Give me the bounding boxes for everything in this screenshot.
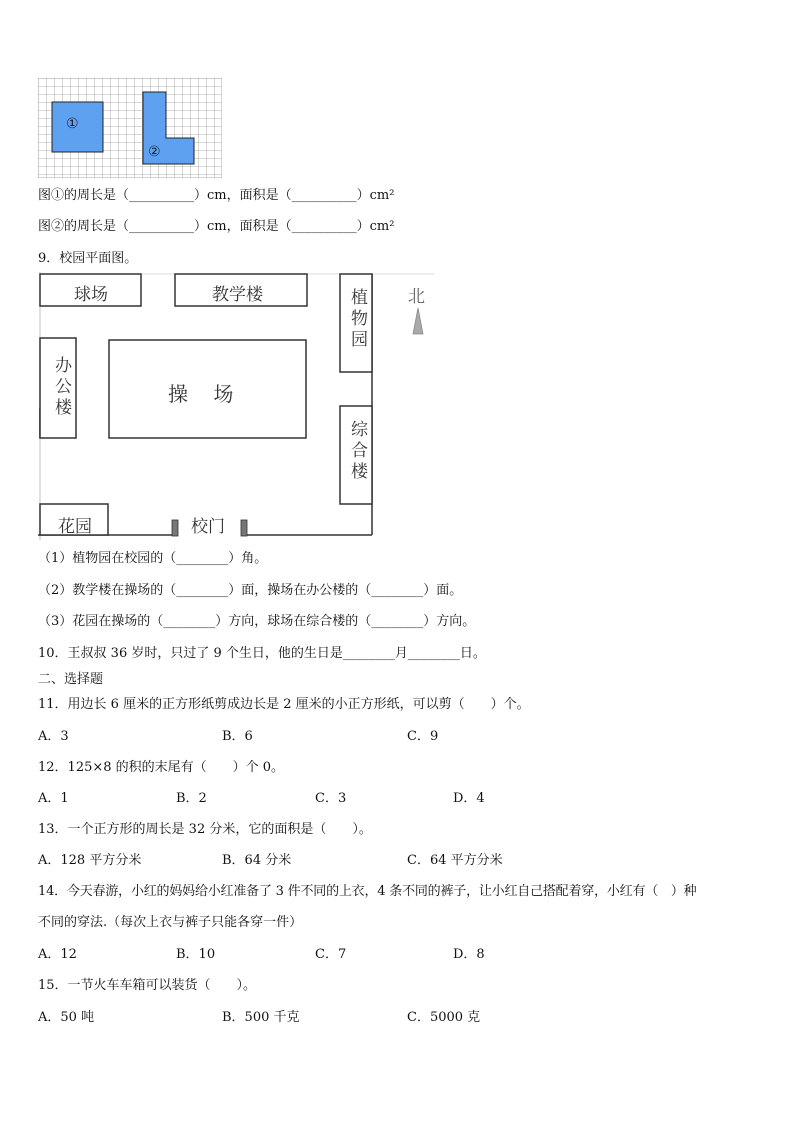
map-north-label: 北 (408, 287, 425, 307)
shape-1-label: ① (66, 116, 79, 132)
map-ballfield: 球场 (74, 285, 108, 305)
q8-line-1: 图①的周长是（__________）cm，面积是（__________）cm² (38, 188, 395, 203)
section-2-title: 二、选择题 (38, 672, 104, 687)
q12-option-b: B．2 (176, 791, 207, 806)
q10: 10．王叔叔 36 岁时，只过了 9 个生日，他的生日是________月________日。 (38, 646, 486, 661)
q9-title: 9．校园平面图。 (38, 251, 138, 266)
q11-option-a: A．3 (38, 729, 69, 744)
map-school-gate: 校门 (191, 517, 225, 537)
q11-option-b: B．6 (222, 729, 253, 744)
q15-option-c: C．5000 克 (407, 1010, 481, 1025)
q13-option-c: C．64 平方分米 (407, 853, 503, 868)
map-botanical-garden: 植物园 (347, 288, 367, 351)
grid-figure (38, 78, 222, 178)
q14-option-b: B．10 (176, 947, 216, 962)
q11-option-c: C．9 (407, 729, 439, 744)
q15-option-b: B．500 千克 (222, 1010, 300, 1025)
q13-text: 13．一个正方形的周长是 32 分米，它的面积是（ ）。 (38, 822, 372, 837)
shape-2-label: ② (148, 144, 161, 160)
q13-option-a: A．128 平方分米 (38, 853, 142, 868)
q12-option-d: D．4 (453, 791, 485, 806)
q12-text: 12．125×8 的积的末尾有（ ）个 0。 (38, 760, 285, 775)
q12-option-a: A．1 (38, 791, 69, 806)
q13-option-b: B．64 分米 (222, 853, 292, 868)
q11-text: 11．用边长 6 厘米的正方形纸剪成边长是 2 厘米的小正方形纸，可以剪（ ）个。 (38, 697, 530, 712)
q14-text-2: 不同的穿法.（每次上衣与裤子只能各穿一件） (38, 915, 303, 930)
map-garden: 花园 (58, 517, 92, 537)
q9-sub-1: （1）植物园在校园的（________）角。 (38, 551, 268, 566)
campus-map (36, 270, 436, 542)
q14-option-a: A．12 (38, 947, 77, 962)
q8-line-2: 图②的周长是（__________）cm，面积是（__________）cm² (38, 219, 395, 234)
q15-text: 15．一节火车车箱可以装货（ ）。 (38, 978, 257, 993)
map-playground: 操 场 (168, 382, 234, 406)
q9-sub-3: （3）花园在操场的（________）方向，球场在综合楼的（________）方向。 (38, 614, 476, 629)
q9-sub-2: （2）教学楼在操场的（________）面，操场在办公楼的（________）面。 (38, 583, 463, 598)
q15-option-a: A．50 吨 (38, 1010, 95, 1025)
q12-option-c: C．3 (315, 791, 347, 806)
map-office-building: 办公楼 (51, 356, 71, 419)
q14-option-c: C．7 (315, 947, 347, 962)
map-teaching-building: 教学楼 (212, 285, 263, 305)
q14-text-1: 14．今天春游，小红的妈妈给小红准备了 3 件不同的上衣，4 条不同的裤子，让小红自己搭配着穿，小红有（ ）种 (38, 884, 697, 899)
q14-option-d: D．8 (453, 947, 485, 962)
map-complex-building: 综合楼 (347, 420, 367, 483)
